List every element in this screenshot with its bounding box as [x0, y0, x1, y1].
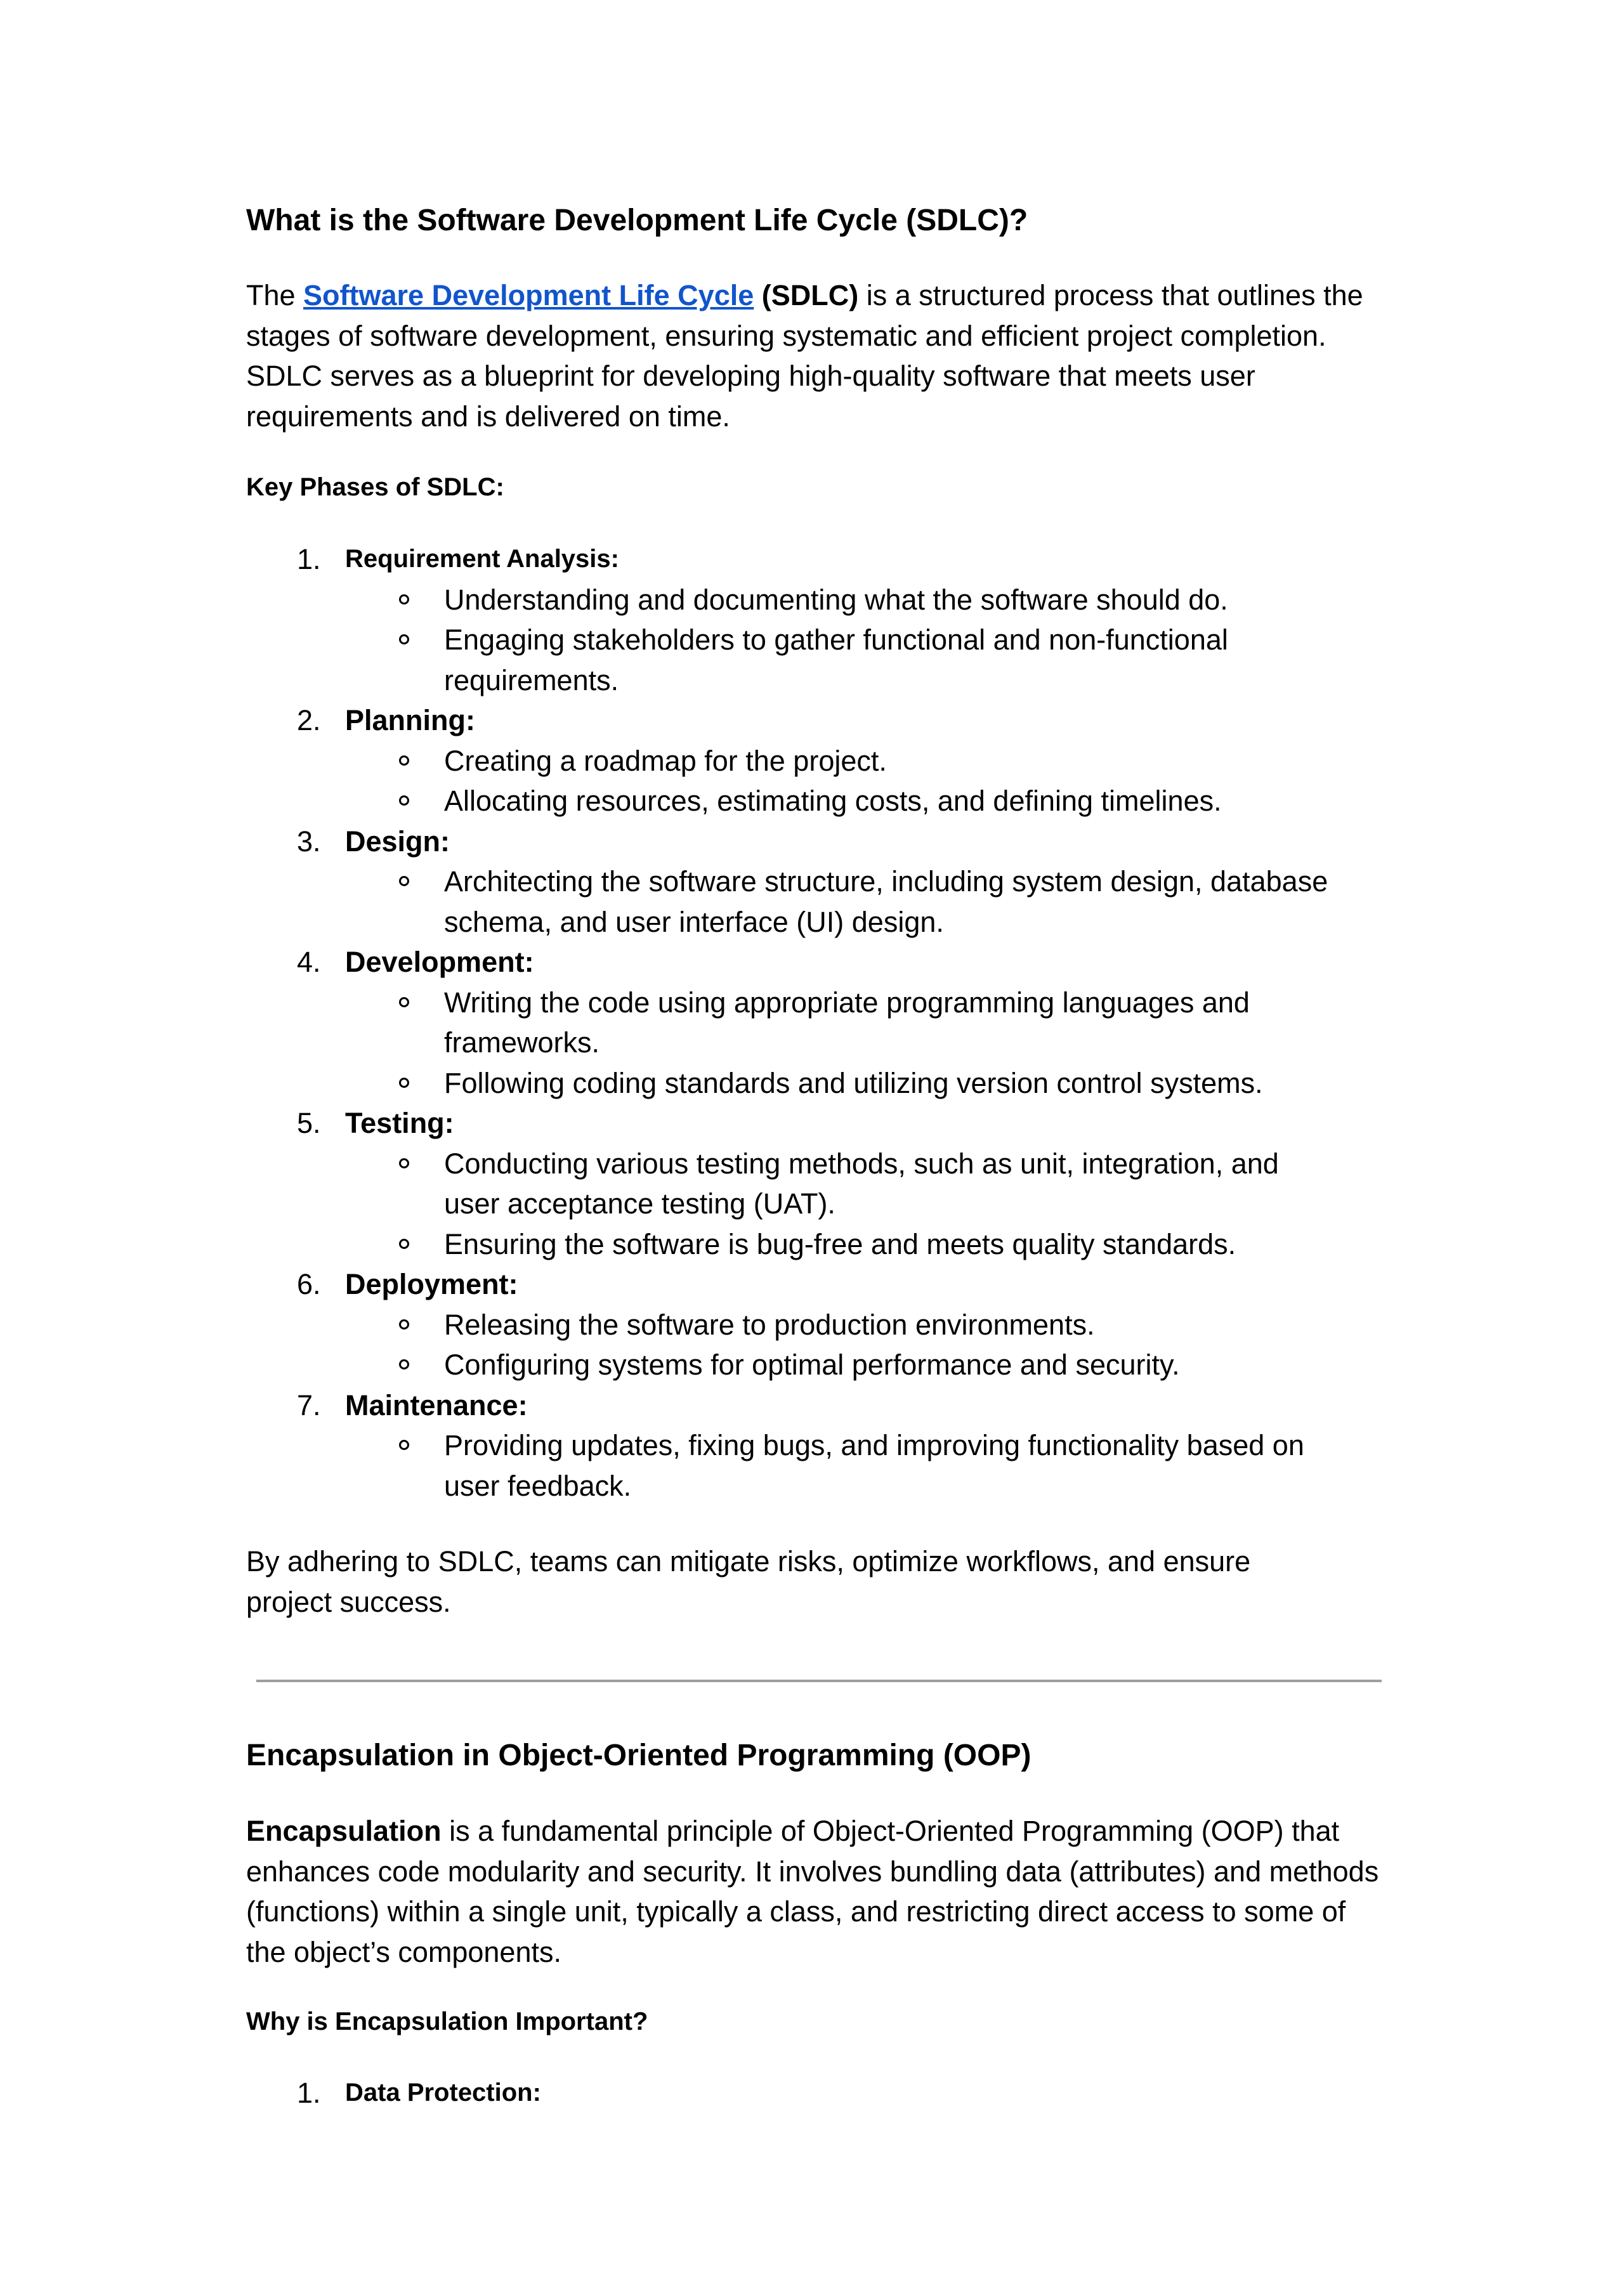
- phase-item-design: [246, 821, 1388, 943]
- bullet-text: Releasing the software to production environments.: [444, 1308, 1095, 1341]
- hollow-bullet-icon: [399, 876, 409, 886]
- phase-item-planning: [246, 700, 1388, 821]
- phase-title: Development:: [345, 946, 534, 978]
- phase-number: 5.: [297, 1107, 321, 1139]
- list-item: [345, 1224, 1388, 1265]
- phase-title: Maintenance:: [345, 1388, 528, 1421]
- phase-title: Planning:: [345, 704, 475, 736]
- bullet-text: Allocating resources, estimating costs, and defining timelines.: [444, 785, 1222, 817]
- intro-rest: is a structured process that outlines the stages of software development, ensuring systematic and efficient project completion. SDLC serves as a blueprint for developing high-quality software that meets user requirements and is delivered on time.: [246, 279, 1363, 433]
- phase-number: 4.: [297, 946, 321, 978]
- phase-bullets: [345, 1305, 1388, 1385]
- list-item: [345, 983, 1388, 1063]
- bullet-text: Writing the code using appropriate programming languages and frameworks.: [444, 986, 1250, 1059]
- list-item: [345, 1144, 1388, 1224]
- list-item: [345, 1305, 1388, 1345]
- hollow-bullet-icon: [399, 1239, 409, 1249]
- phase-bullets: [345, 741, 1388, 821]
- phase-item-testing: [246, 1103, 1388, 1264]
- encapsulation-intro-paragraph: [246, 1811, 1382, 1972]
- phase-bullets: [345, 861, 1388, 942]
- phase-number: 2.: [297, 704, 321, 736]
- hollow-bullet-icon: [399, 1158, 409, 1168]
- bullet-text: Providing updates, fixing bugs, and improving functionality based on user feedback.: [444, 1429, 1304, 1502]
- intro-bold-acronym: (SDLC): [754, 279, 859, 311]
- bullet-text: Understanding and documenting what the software should do.: [444, 583, 1228, 616]
- phase-title: Requirement Analysis:: [345, 545, 619, 573]
- bullet-text: Configuring systems for optimal performance and security.: [444, 1349, 1180, 1381]
- bullet-text: Architecting the software structure, including system design, database schema, and user interface (UI) design.: [444, 865, 1328, 938]
- list-item: [345, 580, 1388, 620]
- horizontal-divider: [256, 1680, 1382, 1682]
- list-item: [345, 1345, 1388, 1385]
- hollow-bullet-icon: [399, 795, 409, 806]
- section-title-sdlc: What is the Software Development Life Cycle (SDLC)?: [246, 204, 1028, 237]
- phase-bullets: [345, 1425, 1388, 1506]
- hollow-bullet-icon: [399, 997, 409, 1007]
- phase-number: 3.: [297, 825, 321, 858]
- bullet-text: Ensuring the software is bug-free and meets quality standards.: [444, 1227, 1236, 1260]
- item-number: 1.: [297, 2077, 321, 2109]
- key-phases-heading: Key Phases of SDLC:: [246, 473, 504, 501]
- section-title-encapsulation: Encapsulation in Object-Oriented Programming (OOP): [246, 1739, 1031, 1772]
- importance-heading: Why is Encapsulation Important?: [246, 2008, 648, 2035]
- bullet-text: Engaging stakeholders to gather functional and non-functional requirements.: [444, 624, 1228, 696]
- phase-number: 7.: [297, 1388, 321, 1421]
- list-item: [345, 620, 1388, 700]
- encapsulation-importance-list: [246, 2073, 1388, 2113]
- phase-title: Testing:: [345, 1107, 454, 1139]
- list-item: [345, 861, 1388, 942]
- phase-number: 6.: [297, 1268, 321, 1300]
- sdlc-link[interactable]: Software Development Life Cycle: [303, 279, 754, 311]
- importance-item-data-protection: [246, 2073, 1388, 2113]
- phase-number: 1.: [297, 543, 321, 575]
- phase-bullets: [345, 580, 1388, 701]
- phase-item-deployment: [246, 1264, 1388, 1385]
- hollow-bullet-icon: [399, 1440, 409, 1450]
- hollow-bullet-icon: [399, 634, 409, 644]
- hollow-bullet-icon: [399, 594, 409, 604]
- phase-item-development: [246, 942, 1388, 1103]
- hollow-bullet-icon: [399, 755, 409, 766]
- intro-prefix: The: [246, 279, 304, 311]
- hollow-bullet-icon: [399, 1078, 409, 1088]
- phase-bullets: [345, 983, 1388, 1104]
- hollow-bullet-icon: [399, 1319, 409, 1329]
- list-item: [345, 1063, 1388, 1104]
- hollow-bullet-icon: [399, 1359, 409, 1369]
- sdlc-conclusion-paragraph: By adhering to SDLC, teams can mitigate risks, optimize workflows, and ensure project success.: [246, 1545, 1251, 1618]
- phase-title: Deployment:: [345, 1268, 518, 1300]
- sdlc-phases-list: [246, 539, 1388, 1506]
- item-title: Data Protection:: [345, 2079, 541, 2107]
- phase-bullets: [345, 1144, 1388, 1265]
- intro-rest: is a fundamental principle of Object-Oriented Programming (OOP) that enhances code modularity and security. It involves bundling data (attributes) and methods (functions) within a single unit, typically a class, and restricting direct access to some of the object’s components.: [246, 1815, 1379, 1968]
- bullet-text: Following coding standards and utilizing version control systems.: [444, 1066, 1263, 1099]
- phase-title: Design:: [345, 825, 450, 858]
- phase-item-maintenance: [246, 1385, 1388, 1506]
- list-item: [345, 741, 1388, 781]
- bullet-text: Creating a roadmap for the project.: [444, 744, 887, 777]
- list-item: [345, 781, 1388, 821]
- list-item: [345, 1425, 1388, 1506]
- bullet-text: Conducting various testing methods, such as unit, integration, and user acceptance testing (UAT).: [444, 1147, 1279, 1220]
- intro-bold-term: Encapsulation: [246, 1815, 442, 1847]
- phase-item-requirement-analysis: [246, 539, 1388, 700]
- sdlc-intro-paragraph: [246, 275, 1388, 436]
